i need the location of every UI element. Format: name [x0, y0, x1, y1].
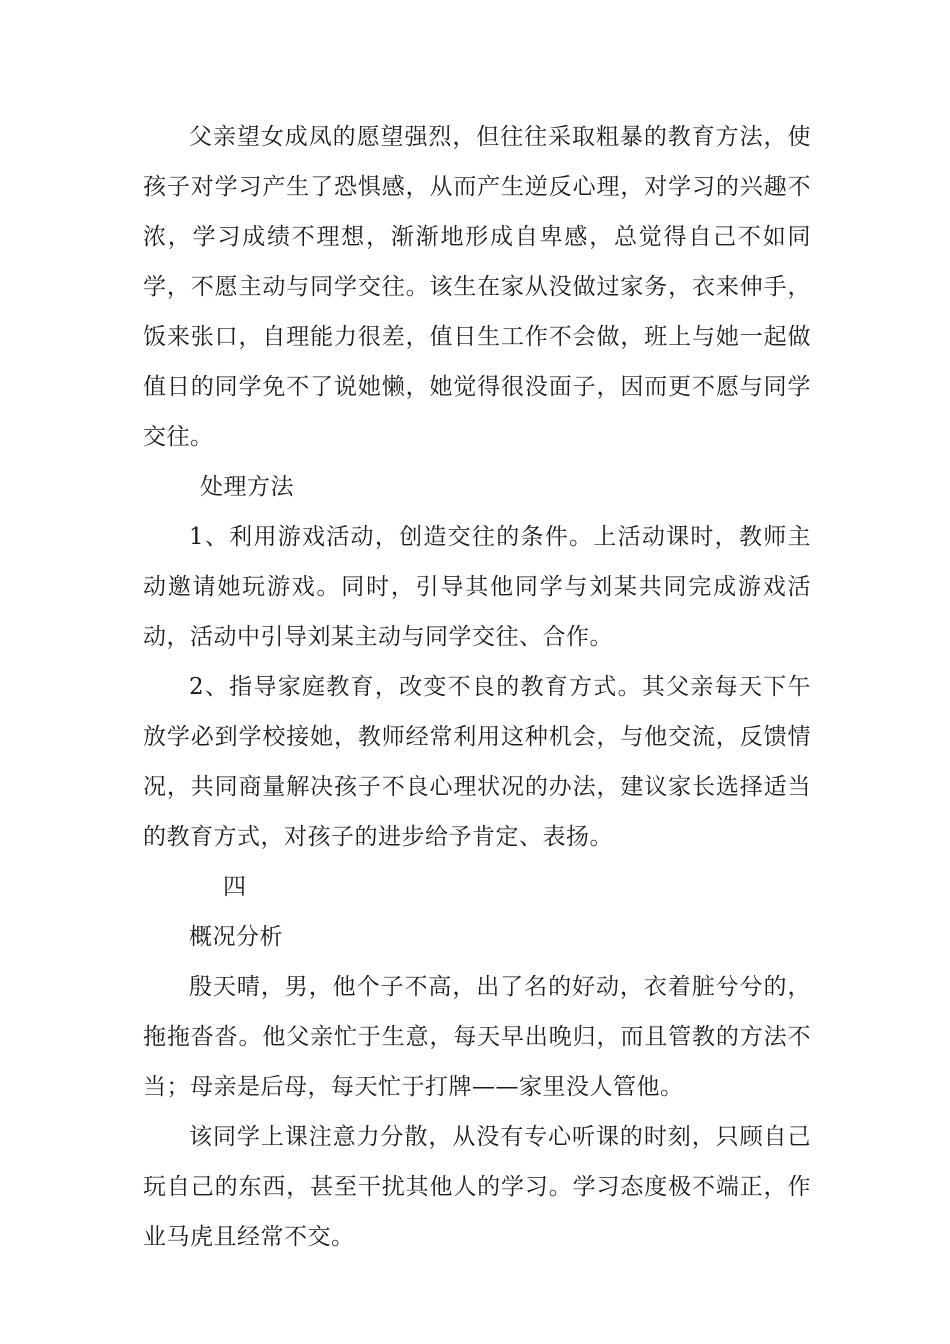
document-body [143, 112, 811, 1262]
heading-overview-analysis: 概况分析 [189, 924, 283, 950]
paragraph-father-expectation: 父亲望女成凤的愿望强烈，但往往采取粗暴的教育方法，使孩子对学习产生了恐惧感，从而产生逆反心理，对学习的兴趣不浓，学习成绩不理想，渐渐地形成自卑感，总觉得自己不如同学，不愿主动与同学交往。该生在家从没做过家务，衣来伸手，饭来张口，自理能力很差，值日生工作不会做，班上与她一起做值日的同学免不了说她懒，她觉得很没面子，因而更不愿与同学交往。 [143, 124, 811, 450]
heading-section-four: 四 [223, 874, 247, 900]
paragraph-student-behavior: 该同学上课注意力分散，从没有专心听课的时刻，只顾自己玩自己的东西，甚至干扰其他人的学习。学习态度极不端正，作业马虎且经常不交。 [143, 1124, 811, 1250]
heading-handling-method: 处理方法 [200, 474, 294, 500]
paragraph-student-background: 殷天晴，男，他个子不高，出了名的好动，衣着脏兮兮的，拖拖沓沓。他父亲忙于生意，每天早出晚归，而且管教的方法不当；母亲是后母，每天忙于打牌——家里没人管他。 [143, 974, 811, 1100]
paragraph-method-2: 2、指导家庭教育，改变不良的教育方式。其父亲每天下午放学必到学校接她，教师经常利用这种机会，与他交流，反馈情况，共同商量解决孩子不良心理状况的办法，建议家长选择适当的教育方式，对孩子的进步给予肯定、表扬。 [143, 674, 811, 850]
paragraph-method-1: 1、利用游戏活动，创造交往的条件。上活动课时，教师主动邀请她玩游戏。同时，引导其他同学与刘某共同完成游戏活动，活动中引导刘某主动与同学交往、合作。 [143, 524, 811, 650]
